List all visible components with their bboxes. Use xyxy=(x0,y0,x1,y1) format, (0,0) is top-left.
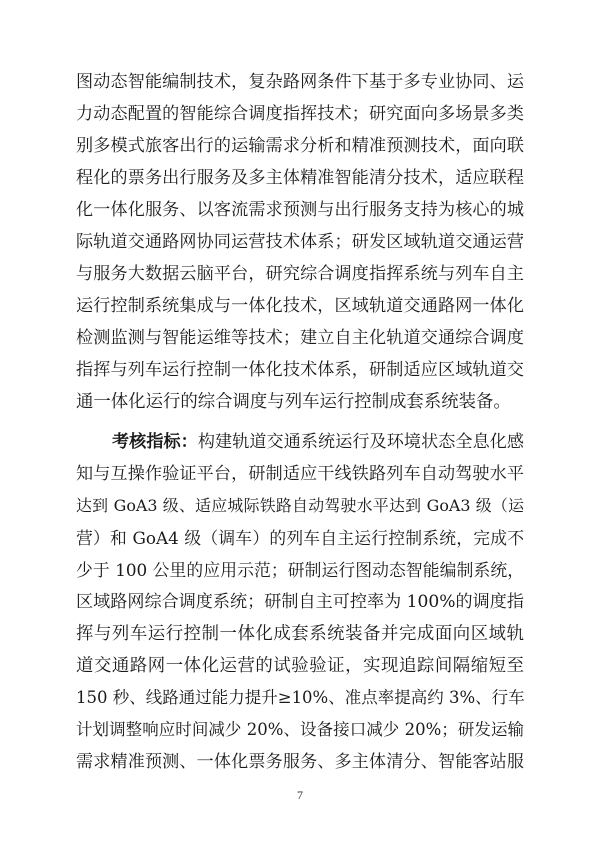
text-line: 通一体化运行的综合调度与列车运行控制成套系统装备。 xyxy=(76,392,511,412)
text-line: 指挥与列车运行控制一体化技术体系，研制适应区域轨道交 xyxy=(76,360,524,380)
assessment-indicators-heading: 考核指标： xyxy=(112,432,198,452)
text-line-first xyxy=(112,430,524,454)
text-line: 道交通路网一体化运营的试验验证，实现追踪间隔缩短至 xyxy=(76,656,524,676)
text-line: 检测监测与智能运维等技术；建立自主化轨道交通综合调度 xyxy=(76,328,524,348)
text-line: 需求精准预测、一体化票务服务、多主体清分、智能客站服 xyxy=(76,752,524,772)
text-line: 与服务大数据云脑平台，研究综合调度指挥系统与列车自主 xyxy=(76,264,524,284)
text-line: 知与互操作验证平台，研制适应干线铁路列车自动驾驶水平 xyxy=(76,464,524,484)
page-number: 7 xyxy=(297,788,303,802)
text-line: 力动态配置的智能综合调度指挥技术；研究面向多场景多类 xyxy=(76,104,524,124)
text-line: 挥与列车运行控制一体化成套系统装备并完成面向区域轨 xyxy=(76,624,524,644)
text-line: 程化的票务出行服务及多主体精准智能清分技术，适应联程 xyxy=(76,168,524,188)
text-line: 少于 100 公里的应用示范；研制运行图动态智能编制系统， xyxy=(76,560,524,580)
text-span: 构建轨道交通系统运行及环境状态全息化感 xyxy=(197,432,525,452)
text-line: 营）和 GoA4 级（调车）的列车自主运行控制系统，完成不 xyxy=(76,528,524,548)
text-line: 运行控制系统集成与一体化技术，区域轨道交通路网一体化 xyxy=(76,296,524,316)
text-line: 达到 GoA3 级、适应城际铁路自动驾驶水平达到 GoA3 级（运 xyxy=(76,496,524,515)
text-line: 别多模式旅客出行的运输需求分析和精准预测技术，面向联 xyxy=(76,136,524,156)
text-line: 化一体化服务、以客流需求预测与出行服务支持为核心的城 xyxy=(76,200,524,220)
text-line: 150 秒、线路通过能力提升≥10%、准点率提高约 3%、行车 xyxy=(76,688,525,707)
text-line: 计划调整响应时间减少 20%、设备接口减少 20%；研发运输 xyxy=(76,720,524,739)
text-line: 图动态智能编制技术，复杂路网条件下基于多专业协同、运 xyxy=(76,72,524,92)
text-line: 区域路网综合调度系统；研制自主可控率为 100%的调度指 xyxy=(76,592,524,612)
text-line: 际轨道交通路网协同运营技术体系；研发区域轨道交通运营 xyxy=(76,232,524,252)
